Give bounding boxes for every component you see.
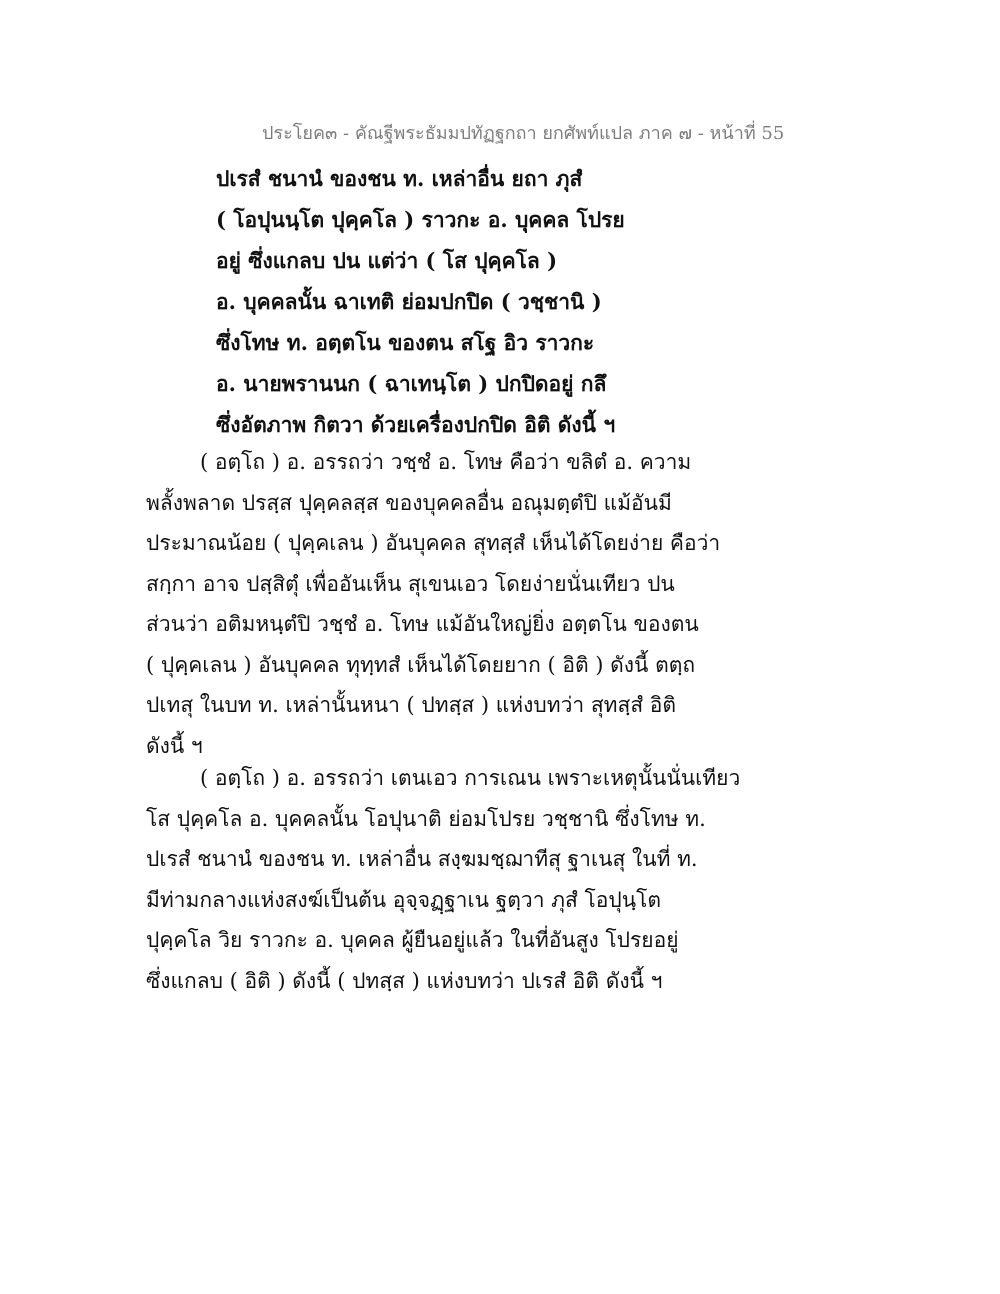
- paragraph-1: [146, 442, 721, 766]
- verse-line: ปเรสํ ชนานํ ของชน ท. เหล่าอื่น ยถา ภุสํ: [216, 166, 583, 191]
- paragraph-line: พลั้งพลาด ปรสฺส ปุคฺคลสฺส ของบุคคลอื่น อณุมตฺตํปิ แม้อันมี: [146, 490, 672, 515]
- paragraph-line: ซึ่งแกลบ ( อิติ ) ดังนี้ ( ปทสฺส ) แห่งบทว่า ปเรสํ อิติ ดังนี้ ฯ: [146, 968, 663, 993]
- verse-line: ซึ่งอัตภาพ กิตวา ด้วยเครื่องปกปิด อิติ ดังนี้ ฯ: [216, 412, 616, 437]
- paragraph-line: ( อตฺโถ ) อ. อรรถว่า วชฺชํ อ. โทษ คือว่า ขลิตํ อ. ความ: [200, 450, 692, 474]
- paragraph-line: ประมาณน้อย ( ปุคฺคเลน ) อันบุคคล สุทสฺสํ เห็นได้โดยง่าย คือว่า: [146, 531, 721, 555]
- verse-line: ซึ่งโทษ ท. อตฺตโน ของตน สโฐ อิว ราวกะ: [216, 330, 595, 355]
- verse-line: อ. บุคคลนั้น ฉาเทติ ย่อมปกปิด ( วชฺชานิ ): [216, 289, 602, 314]
- verse-line: อ. นายพรานนก ( ฉาเทนฺโต ) ปกปิดอยู่ กลึ: [216, 371, 607, 396]
- paragraph-line: ปเทสุ ในบท ท. เหล่านั้นหนา ( ปทสฺส ) แห่งบทว่า สุทสฺสํ อิติ: [146, 693, 677, 717]
- paragraph-line: ดังนี้ ฯ: [146, 733, 203, 758]
- paragraph-line: ( อตฺโถ ) อ. อรรถว่า เตนเอว การเณน เพราะเหตุนั้นนั่นเทียว: [200, 766, 741, 790]
- paragraph-line: โส ปุคฺคโล อ. บุคคลนั้น โอปุนาติ ย่อมโปรย วชฺชานิ ซึ่งโทษ ท.: [146, 806, 706, 831]
- paragraph-line: ปุคฺคโล วิย ราวกะ อ. บุคคล ผู้ยืนอยู่แล้ว ในที่อันสูง โปรยอยู่: [146, 928, 679, 952]
- paragraph-line: ปเรสํ ชนานํ ของชน ท. เหล่าอื่น สงฺฆมชฺฌาทีสุ ฐาเนสุ ในที่ ท.: [146, 847, 698, 871]
- paragraph-line: ( ปุคฺคเลน ) อันบุคคล ทุทฺทสํ เห็นได้โดยยาก ( อิติ ) ดังนี้ ตตฺถ: [146, 652, 696, 677]
- verse-line: อยู่ ซึ่งแกลบ ปน แต่ว่า ( โส ปุคฺคโล ): [216, 248, 558, 273]
- paragraph-line: มีท่ามกลางแห่งสงฆ์เป็นต้น อุจฺจฏฺฐาเน ฐตฺวา ภุสํ โอปุนฺโต: [146, 887, 661, 912]
- paragraph-2: [146, 758, 741, 1001]
- paragraph-line: ส่วนว่า อติมหนฺตํปิ วชฺชํ อ. โทษ แม้อันใหญ่ยิ่ง อตฺตโน ของตน: [146, 612, 699, 636]
- verse-line: ( โอปุนนฺโต ปุคฺคโล ) ราวกะ อ. บุคคล โปรย: [216, 207, 625, 232]
- page-header: ประโยค๓ - คัณฐีพระธัมมปทัฏฐกถา ยกศัพท์แปล ภาค ๗ - หน้าที่ 55: [262, 123, 785, 144]
- verse-block: [216, 158, 776, 445]
- paragraph-line: สกฺกา อาจ ปสฺสิตุํ เพื่ออันเห็น สุเขนเอว โดยง่ายนั่นเทียว ปน: [146, 571, 675, 596]
